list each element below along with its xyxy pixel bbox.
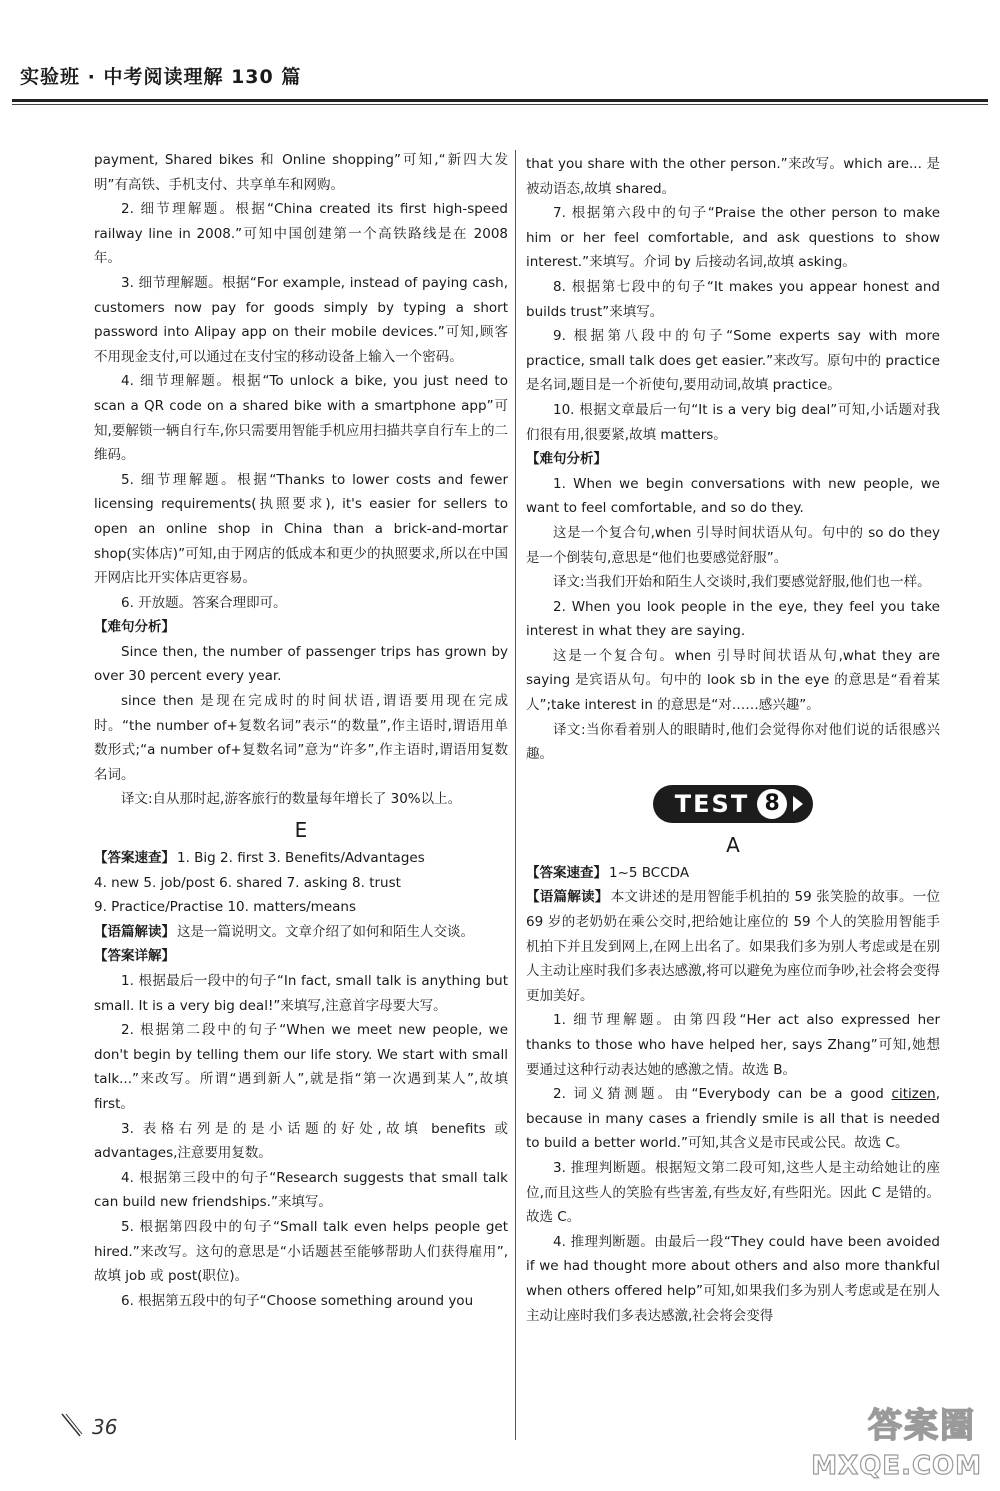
e-answer-5: 5. 根据第四段中的句子“Small talk even helps people get hired.”来改写。这句的意思是“小话题甚至能够帮助人们获得雇用”,故填 job 或 post(职位)。 [94, 1218, 508, 1285]
answer-key-label: 【答案速查】 [94, 850, 175, 867]
left-paragraph-1: payment, Shared bikes 和 Online shopping”可知,“新四大发明”有高铁、手机支付、共享单车和网购。 [94, 152, 508, 193]
column-divider [515, 150, 516, 1440]
header-rule [12, 99, 988, 102]
hard-sentence-2-analysis: 这是一个复合句。when 引导时间状语从句,what they are saying 是宾语从句。句中的 look sb in the eye 的意思是“看着某人”;take interest in 的意思是“对……感兴趣”。 [526, 647, 940, 714]
header-rule-thin [12, 104, 988, 105]
e-answer-10: 10. 根据文章最后一句“It is a very big deal”可知,小话题对我们很有用,很要紧,故填 matters。 [526, 401, 940, 443]
answer-key-a [526, 861, 940, 886]
left-answer-4: 4. 细节理解题。根据“To unlock a bike, you just need to scan a QR code on a shared bike with a smartphone app”可知,要解锁一辆自行车,你只需要用智能手机应用扫描共享自行车上的二维码。 [94, 373, 508, 464]
a-answer-2-post: , because in many cases a friendly smile is all that is needed to build a better world.”可知,其含义是市民或公民。故选 C。 [526, 1086, 940, 1152]
e-answer-3: 3. 表格右列是的是小话题的好处,故填 benefits 或 advantages,注意要用复数。 [94, 1120, 508, 1162]
test-number: 8 [757, 789, 787, 819]
answer-key-line-1: 1. Big 2. first 3. Benefits/Advantages [177, 850, 425, 867]
right-column [526, 152, 940, 1328]
passage-summary-a-text: 本文讲述的是用智能手机拍的 59 张笑脸的故事。一位 69 岁的老奶奶在乘公交时,把给她让座位的 59 个人的笑脸用智能手机拍下并且发到网上,在网上出名了。如果我们多为别人考虑或是在别人主动让座时我们多表达感激,将可以避免为座位而争吵,社会将会变得更加美好。 [526, 889, 941, 1004]
e-answer-4: 4. 根据第三段中的句子“Research suggests that small talk can build new friendships.”来填写。 [94, 1169, 508, 1211]
a-answer-3: 3. 推理判断题。根据短文第二段可知,这些人是主动给她让的座位,而且这些人的笑脸有些害羞,有些友好,有些阳光。因此 C 是错的。故选 C。 [526, 1159, 940, 1226]
answer-key-a-text: 1~5 BCCDA [609, 864, 690, 881]
passage-summary-text: 这是一篇说明文。文章介绍了如何和陌生人交谈。 [177, 923, 474, 940]
answer-key-a-label: 【答案速查】 [526, 864, 607, 881]
left-answer-5: 5. 细节理解题。根据“Thanks to lower costs and fewer licensing requirements(执照要求), it's easier for sellers to open an online shop in China than a brick-and-mortar shop(实体店)”可知,由于网店的低成本和更少的执照要求,所以在中国开网店比开实体店更容易。 [94, 471, 508, 587]
play-arrow-icon [793, 796, 803, 812]
page-number: 36 [92, 1415, 118, 1439]
passage-summary-a-label: 【语篇解读】 [526, 889, 609, 906]
passage-summary-a [526, 885, 940, 1008]
answer-key-line-2: 4. new 5. job/post 6. shared 7. asking 8. trust [94, 874, 401, 891]
hard-sentence-1-translation: 译文:当我们开始和陌生人交谈时,我们要感觉舒服,他们也一样。 [553, 574, 931, 591]
e-answer-9: 9. 根据第八段中的句子“Some experts say with more practice, small talk does get easier.”来改写。原句中的 practice 是名词,题目是一个祈使句,要用动词,故填 practice。 [526, 328, 940, 394]
page-corner-mark-icon [60, 1410, 84, 1440]
left-answer-3: 3. 细节理解题。根据“For example, instead of paying cash, customers now pay for goods simply by typing a short password into Alipay app on their mobile devices.”可知,顾客不用现金支付,可以通过在支付宝的移动设备上输入一个密码。 [94, 274, 508, 365]
watermark-logo: 答案圈 [868, 1406, 976, 1446]
test-badge-wrap [526, 785, 940, 823]
running-header: 实验班 · 中考阅读理解 130 篇 [20, 66, 302, 88]
a-answer-2-word: citizen [891, 1086, 936, 1103]
e-answer-6: 6. 根据第五段中的句子“Choose something around you [121, 1292, 474, 1309]
e-answer-7: 7. 根据第六段中的句子“Praise the other person to make him or her feel comfortable, and ask questions to show interest.”来填写。介词 by 后接动名词,故填 asking。 [526, 205, 940, 271]
hard-sentence-english: Since then, the number of passenger trips has grown by over 30 percent every year. [94, 643, 508, 685]
e-answer-2: 2. 根据第二段中的句子“When we meet new people, we don't begin by telling them our life story. We start with small talk...”来改写。所谓“遇到新人”,就是指“第一次遇到某人”,故填 first。 [94, 1022, 508, 1112]
passage-summary-e [94, 920, 508, 945]
section-a-heading: A [726, 832, 740, 857]
hard-sentence-1-analysis: 这是一个复合句,when 引导时间状语从句。句中的 so do they 是一个倒装句,意思是“他们也要感觉舒服”。 [526, 524, 940, 566]
hard-sentence-heading-right: 【难句分析】 [526, 451, 607, 468]
left-answer-2: 2. 细节理解题。根据“China created its first high-speed railway line in 2008.”可知中国创建第一个高铁路线是在 2008 年。 [94, 201, 508, 267]
hard-sentence-2-translation: 译文:当你看着别人的眼睛时,他们会觉得你对他们说的话很感兴趣。 [526, 721, 940, 763]
left-column [94, 148, 508, 1313]
test-label: TEST [674, 789, 750, 818]
a-answer-2 [526, 1082, 940, 1156]
watermark-url: MXQE.COM [811, 1451, 982, 1481]
right-paragraph-1: that you share with the other person.”来改写。which are... 是被动语态,故填 shared。 [526, 156, 940, 197]
e-answer-1: 1. 根据最后一段中的句子“In fact, small talk is anything but small. It is a very big deal!”来填写,注意首字母要大写。 [94, 973, 508, 1014]
a-answer-4: 4. 推理判断题。由最后一段“They could have been avoided if we had thought more about others and also more thankful when others offered help”可知,如果我们多为别人考虑或是在别人主动让座时我们多表达感激,社会将会变得 [526, 1233, 940, 1324]
hard-sentence-2-english: 2. When you look people in the eye, they feel you take interest in what they are saying. [526, 598, 940, 640]
hard-sentence-1-english: 1. When we begin conversations with new people, we want to feel comfortable, and so do they. [526, 475, 940, 517]
answer-key-line-3: 9. Practice/Practise 10. matters/means [94, 899, 356, 916]
section-e-heading: E [294, 818, 308, 843]
answer-detail-heading: 【答案详解】 [94, 948, 175, 965]
a-answer-1: 1. 细节理解题。由第四段“Her act also expressed her thanks to those who have helped her, says Zhang”可知,她想要通过这种行动表达她的感激之情。故选 B。 [526, 1012, 940, 1078]
hard-sentence-heading-left: 【难句分析】 [94, 619, 175, 636]
hard-sentence-translation: 译文:自从那时起,游客旅行的数量每年增长了 30%以上。 [121, 791, 462, 808]
a-answer-2-pre: 2. 词义猜测题。由“Everybody can be a good [553, 1086, 892, 1103]
left-answer-6: 6. 开放题。答案合理即可。 [121, 594, 287, 611]
e-answer-8: 8. 根据第七段中的句子“It makes you appear honest and builds trust”来填写。 [526, 278, 940, 320]
passage-summary-label: 【语篇解读】 [94, 923, 175, 940]
test-badge [653, 785, 813, 823]
hard-sentence-analysis: since then 是现在完成时的时间状语,谓语要用现在完成时。“the number of+复数名词”表示“的数量”,作主语时,谓语用单数形式;“a number of+复数名词”意为“许多”,作主语时,谓语用复数名词。 [94, 693, 508, 783]
answer-key-e [94, 846, 508, 871]
